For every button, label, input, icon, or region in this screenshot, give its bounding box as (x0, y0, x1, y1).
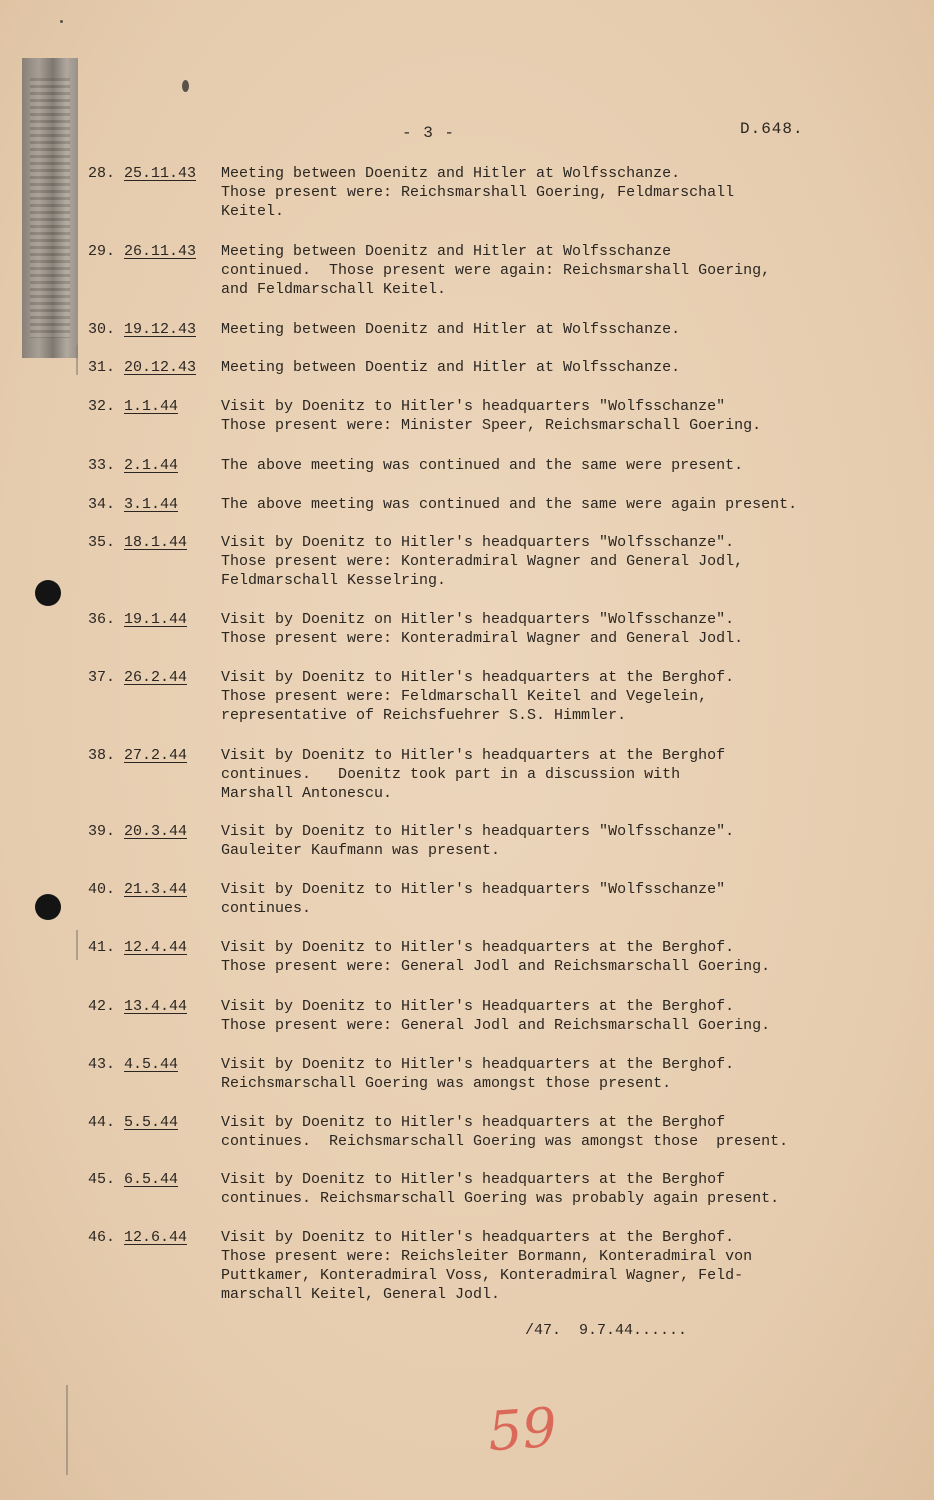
entry-description (221, 397, 861, 435)
entry-number: 38. (88, 747, 116, 764)
margin-mark (76, 930, 78, 960)
entry-date: 4.5.44 (124, 1056, 179, 1073)
ink-speck (60, 20, 63, 23)
entry-text-line: Visit by Doenitz to Hitler's headquarters "Wolfsschanze" (221, 881, 726, 898)
entry-description (221, 746, 861, 803)
entry-date: 26.2.44 (124, 669, 188, 686)
entry-text-line: representative of Reichsfuehrer S.S. Himmler. (221, 707, 627, 724)
entry-text-line: Visit by Doenitz to Hitler's headquarters at the Berghof. (221, 669, 735, 686)
entry-text-line: Those present were: Konteradmiral Wagner and General Jodl, (221, 553, 744, 570)
entry-description (221, 242, 861, 299)
entry-text-line: Visit by Doenitz to Hitler's headquarters at the Berghof (221, 1171, 726, 1188)
entry-number: 33. (88, 457, 116, 474)
entry-description (221, 456, 861, 475)
entry-description (221, 495, 861, 514)
entry-date: 26.11.43 (124, 243, 197, 260)
entry-number: 34. (88, 496, 116, 513)
entry-date: 12.6.44 (124, 1229, 188, 1246)
entry-text-line: Those present were: Feldmarschall Keitel and Vegelein, (221, 688, 708, 705)
entry-date: 18.1.44 (124, 534, 188, 551)
entry-description (221, 1170, 861, 1208)
entry-text-line: Visit by Doenitz to Hitler's headquarters at the Berghof. (221, 1056, 735, 1073)
entry-text-line: Meeting between Doentiz and Hitler at Wolfsschanze. (221, 359, 681, 376)
entry-text-line: Visit by Doenitz to Hitler's Headquarters at the Berghof. (221, 998, 735, 1015)
entry-date: 20.12.43 (124, 359, 197, 376)
entry-text-line: Visit by Doenitz to Hitler's headquarters at the Berghof (221, 1114, 726, 1131)
entry-date: 27.2.44 (124, 747, 188, 764)
punch-hole (35, 894, 61, 920)
entry-date: 5.5.44 (124, 1114, 179, 1131)
continuation-marker: /47. 9.7.44...... (525, 1322, 688, 1339)
entry-date: 2.1.44 (124, 457, 179, 474)
entry-date: 25.11.43 (124, 165, 197, 182)
entry-text-line: Those present were: Minister Speer, Reichsmarschall Goering. (221, 417, 762, 434)
entry-number: 30. (88, 321, 116, 338)
entry-text-line: Those present were: Konteradmiral Wagner and General Jodl. (221, 630, 744, 647)
entry-text-line: Visit by Doenitz to Hitler's headquarters "Wolfsschanze". (221, 823, 735, 840)
entry-description (221, 533, 861, 590)
entry-text-line: Meeting between Doenitz and Hitler at Wolfsschanze. (221, 321, 681, 338)
entry-number: 37. (88, 669, 116, 686)
entry-date: 12.4.44 (124, 939, 188, 956)
entry-text-line: Visit by Doenitz to Hitler's headquarters "Wolfsschanze". (221, 534, 735, 551)
entry-number: 43. (88, 1056, 116, 1073)
entry-number: 42. (88, 998, 116, 1015)
entry-text-line: Gauleiter Kaufmann was present. (221, 842, 501, 859)
entry-text-line: Those present were: General Jodl and Reichsmarschall Goering. (221, 1017, 771, 1034)
punch-hole (35, 580, 61, 606)
entry-description (221, 358, 861, 377)
entry-text-line: The above meeting was continued and the same were again present. (221, 496, 798, 513)
entry-description (221, 1113, 861, 1151)
entry-description (221, 822, 861, 860)
entry-description (221, 997, 861, 1035)
entry-text-line: The above meeting was continued and the same were present. (221, 457, 744, 474)
entry-text-line: Puttkamer, Konteradmiral Voss, Konteradmiral Wagner, Feld- (221, 1267, 744, 1284)
entry-text-line: Visit by Doenitz on Hitler's headquarters "Wolfsschanze". (221, 611, 735, 628)
entry-description (221, 164, 861, 221)
ink-speck (182, 80, 189, 92)
entry-text-line: Visit by Doenitz to Hitler's headquarters at the Berghof (221, 747, 726, 764)
entry-text-line: Feldmarschall Kesselring. (221, 572, 447, 589)
entry-number: 31. (88, 359, 116, 376)
entry-number: 32. (88, 398, 116, 415)
entry-date: 6.5.44 (124, 1171, 179, 1188)
margin-mark (66, 1385, 68, 1475)
entry-text-line: continues. Reichsmarschall Goering was amongst those present. (221, 1133, 789, 1150)
entry-description (221, 320, 861, 339)
entry-description (221, 610, 861, 648)
entry-date: 19.12.43 (124, 321, 197, 338)
margin-mark (76, 345, 78, 375)
entry-number: 35. (88, 534, 116, 551)
entry-text-line: Those present were: Reichsleiter Bormann, Konteradmiral von (221, 1248, 753, 1265)
entry-number: 39. (88, 823, 116, 840)
entry-text-line: Meeting between Doenitz and Hitler at Wolfsschanze. (221, 165, 681, 182)
page-number: - 3 - (402, 124, 456, 142)
entry-text-line: Visit by Doenitz to Hitler's headquarters at the Berghof. (221, 939, 735, 956)
entry-text-line: Keitel. (221, 203, 285, 220)
entry-number: 29. (88, 243, 116, 260)
entry-number: 45. (88, 1171, 116, 1188)
entry-text-line: continues. Reichsmarschall Goering was probably again present. (221, 1190, 780, 1207)
entry-number: 40. (88, 881, 116, 898)
entry-date: 13.4.44 (124, 998, 188, 1015)
entry-text-line: continued. Those present were again: Reichsmarshall Goering, (221, 262, 771, 279)
binding-strip (22, 58, 78, 358)
entry-date: 20.3.44 (124, 823, 188, 840)
entry-number: 41. (88, 939, 116, 956)
folio-number: 59 (485, 1395, 559, 1464)
entry-date: 3.1.44 (124, 496, 179, 513)
entry-text-line: Marshall Antonescu. (221, 785, 393, 802)
entry-description (221, 1228, 861, 1304)
entry-date: 21.3.44 (124, 881, 188, 898)
entry-text-line: Meeting between Doenitz and Hitler at Wolfsschanze (221, 243, 672, 260)
entry-date: 1.1.44 (124, 398, 179, 415)
entry-text-line: Reichsmarschall Goering was amongst those present. (221, 1075, 672, 1092)
entry-description (221, 668, 861, 725)
entry-text-line: Visit by Doenitz to Hitler's headquarters at the Berghof. (221, 1229, 735, 1246)
entry-number: 44. (88, 1114, 116, 1131)
entry-description (221, 1055, 861, 1093)
entry-number: 46. (88, 1229, 116, 1246)
entry-description (221, 938, 861, 976)
entry-text-line: marschall Keitel, General Jodl. (221, 1286, 501, 1303)
entry-text-line: continues. (221, 900, 312, 917)
entry-date: 19.1.44 (124, 611, 188, 628)
entry-description (221, 880, 861, 918)
entry-number: 28. (88, 165, 116, 182)
entry-text-line: Those present were: Reichsmarshall Goering, Feldmarschall (221, 184, 735, 201)
entry-text-line: Those present were: General Jodl and Reichsmarschall Goering. (221, 958, 771, 975)
document-reference: D.648. (740, 120, 804, 138)
entry-text-line: Visit by Doenitz to Hitler's headquarters "Wolfsschanze" (221, 398, 726, 415)
entry-text-line: continues. Doenitz took part in a discussion with (221, 766, 681, 783)
entry-number: 36. (88, 611, 116, 628)
entry-text-line: and Feldmarschall Keitel. (221, 281, 447, 298)
